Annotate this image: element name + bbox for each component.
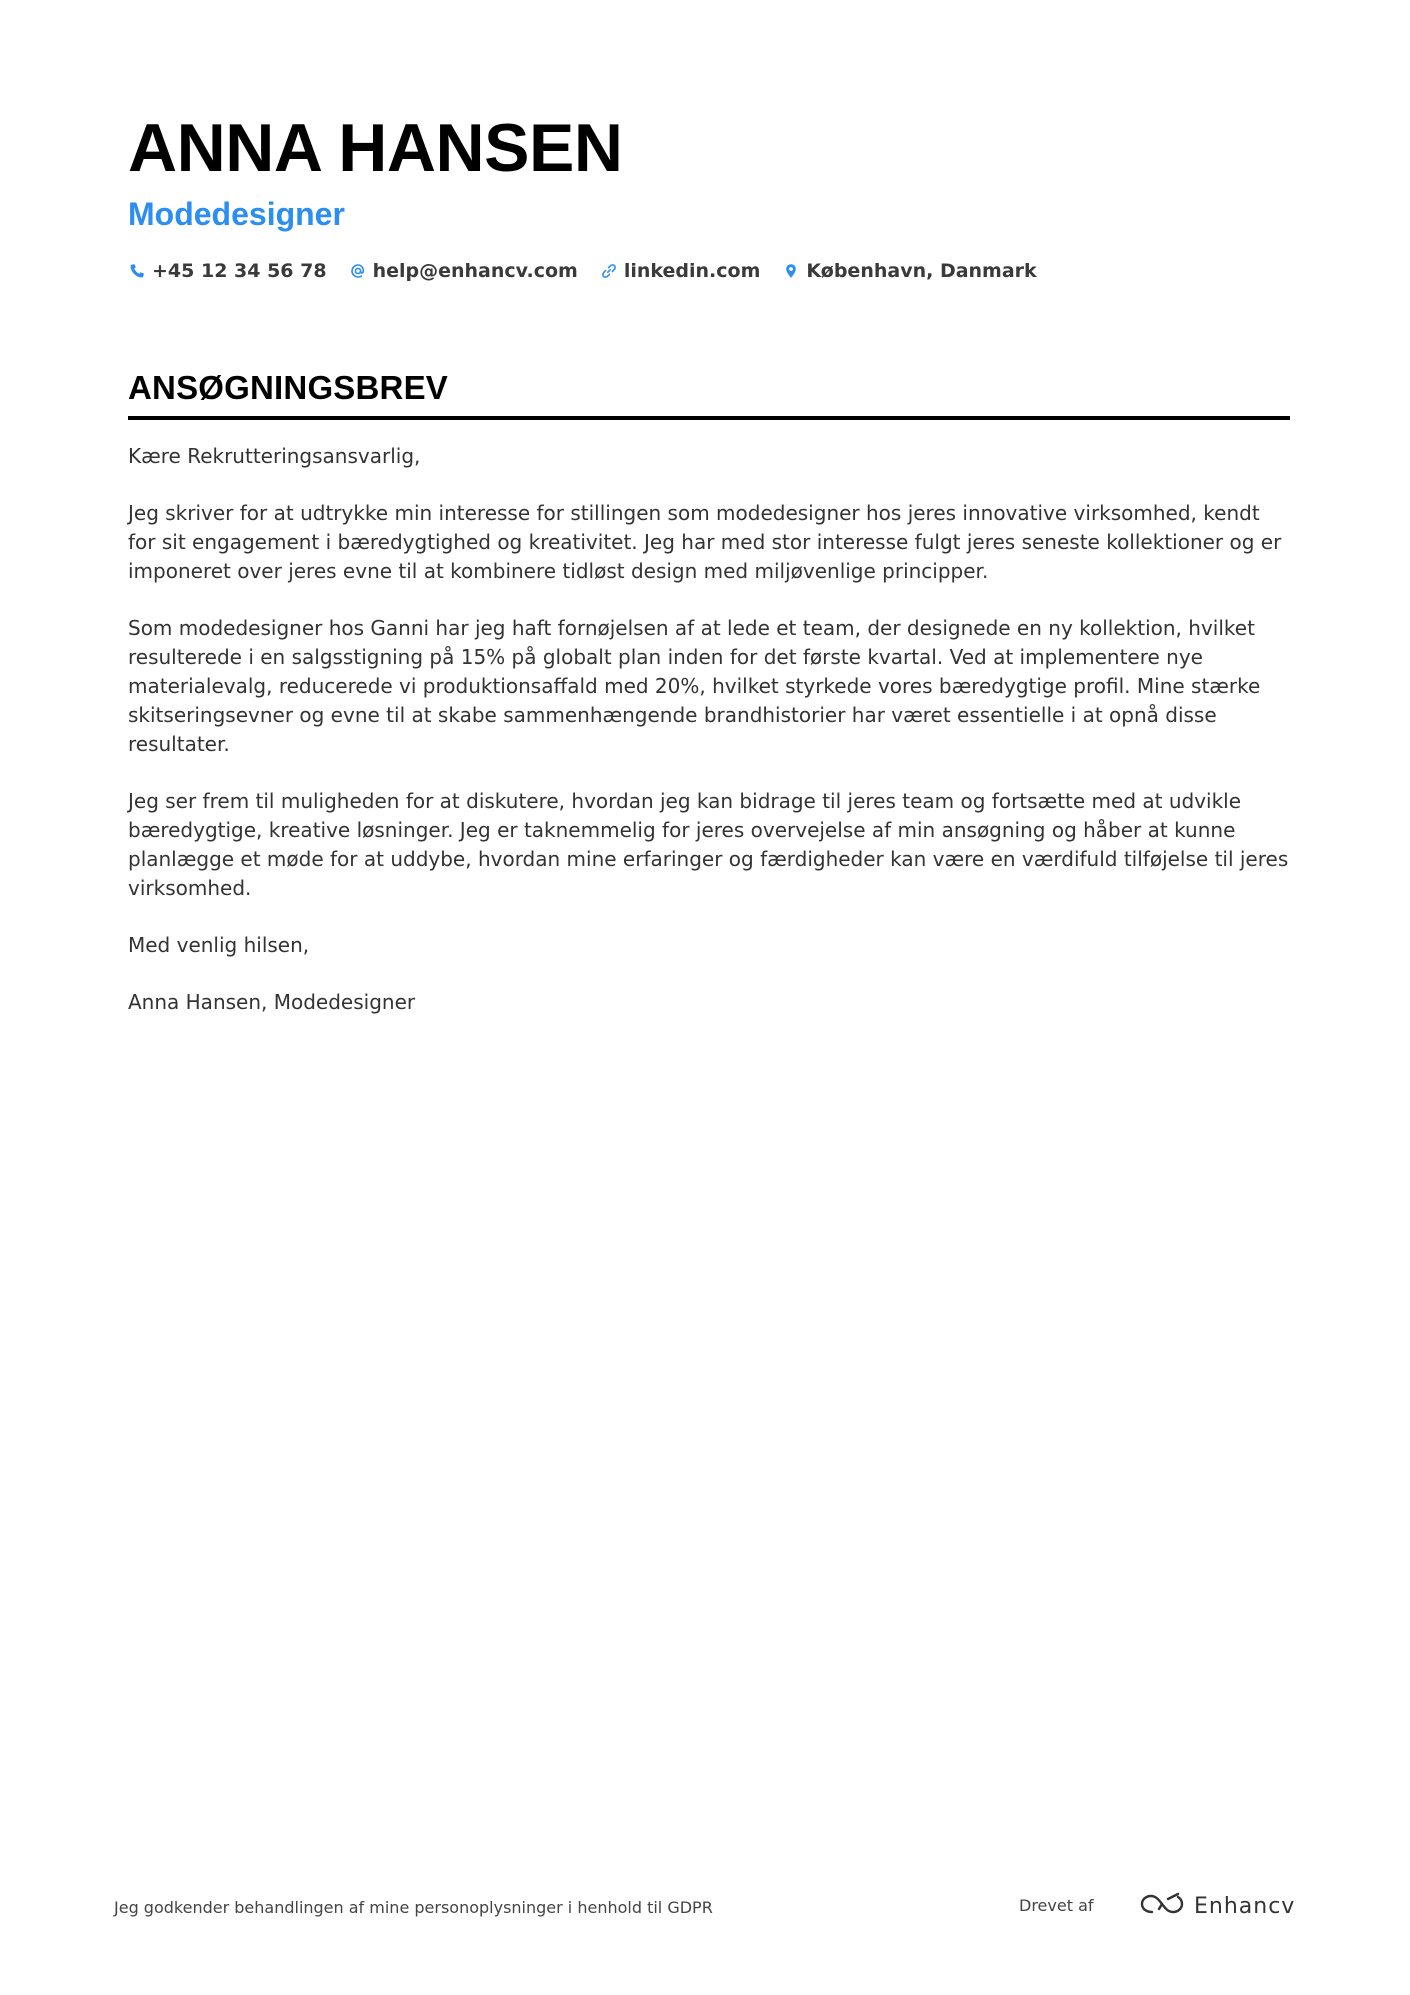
at-icon bbox=[349, 262, 367, 280]
letter-paragraph: Jeg ser frem til muligheden for at diskutere, hvordan jeg kan bidrage til jeres team og fortsætte med at udvikle bæredygtige, kreative løsninger. Jeg er taknemmelig for jeres overvejelse af min ansøgning og håber at kunne planlægge et møde for at uddybe, hvordan mine erfaringer og færdigheder kan være en værdifuld tilføjelse til jeres virksomhed. bbox=[128, 789, 1289, 900]
email-text: help@enhancv.com bbox=[372, 260, 578, 282]
enhancv-logo-icon bbox=[1138, 1890, 1186, 1922]
contact-linkedin[interactable] bbox=[600, 260, 761, 282]
footer bbox=[114, 1888, 1296, 1928]
contact-phone bbox=[128, 260, 327, 282]
contact-bar bbox=[128, 260, 1288, 282]
brand-name: Enhancv bbox=[1194, 1893, 1296, 1919]
linkedin-text: linkedin.com bbox=[623, 260, 761, 282]
phone-text: +45 12 34 56 78 bbox=[152, 260, 327, 282]
letter-body bbox=[128, 442, 1290, 1017]
contact-email[interactable] bbox=[349, 260, 578, 282]
letter-greeting: Kære Rekrutteringsansvarlig, bbox=[128, 444, 421, 468]
header bbox=[128, 108, 1288, 282]
section-title: ANSØGNINGSBREV bbox=[128, 369, 449, 406]
location-text: København, Danmark bbox=[806, 260, 1037, 282]
brand-link[interactable] bbox=[1138, 1888, 1295, 1924]
candidate-role: Modedesigner bbox=[128, 196, 345, 232]
contact-location bbox=[782, 260, 1036, 282]
letter-signature: Anna Hansen, Modedesigner bbox=[128, 990, 416, 1014]
cover-letter-section bbox=[128, 366, 1290, 1045]
location-pin-icon bbox=[782, 262, 800, 280]
candidate-name: ANNA HANSEN bbox=[128, 110, 623, 186]
section-divider bbox=[128, 416, 1290, 420]
letter-closing: Med venlig hilsen, bbox=[128, 933, 310, 957]
gdpr-consent-text: Jeg godkender behandlingen af mine personoplysninger i henhold til GDPR bbox=[114, 1898, 713, 1917]
letter-paragraph: Som modedesigner hos Ganni har jeg haft fornøjelsen af at lede et team, der designede en ny kollektion, hvilket resulterede i en salgsstigning på 15% på globalt plan inden for det første kvartal. Ved at implementere nye materialevalg, reducerede vi produktionsaffald med 20%, hvilket styrkede vores bæredygtige profil. Mine stærke skitseringsevner og evne til at skabe sammenhængende brandhistorier har været essentielle i at opnå disse resultater. bbox=[128, 616, 1261, 756]
powered-by-label: Drevet af bbox=[1019, 1896, 1094, 1915]
phone-icon bbox=[128, 262, 146, 280]
link-icon bbox=[600, 262, 618, 280]
letter-paragraph: Jeg skriver for at udtrykke min interesse for stillingen som modedesigner hos jeres innovative virksomhed, kendt for sit engagement i bæredygtighed og kreativitet. Jeg har med stor interesse fulgt jeres seneste kollektioner og er imponeret over jeres evne til at kombinere tidløst design med miljøvenlige principper. bbox=[128, 501, 1282, 583]
